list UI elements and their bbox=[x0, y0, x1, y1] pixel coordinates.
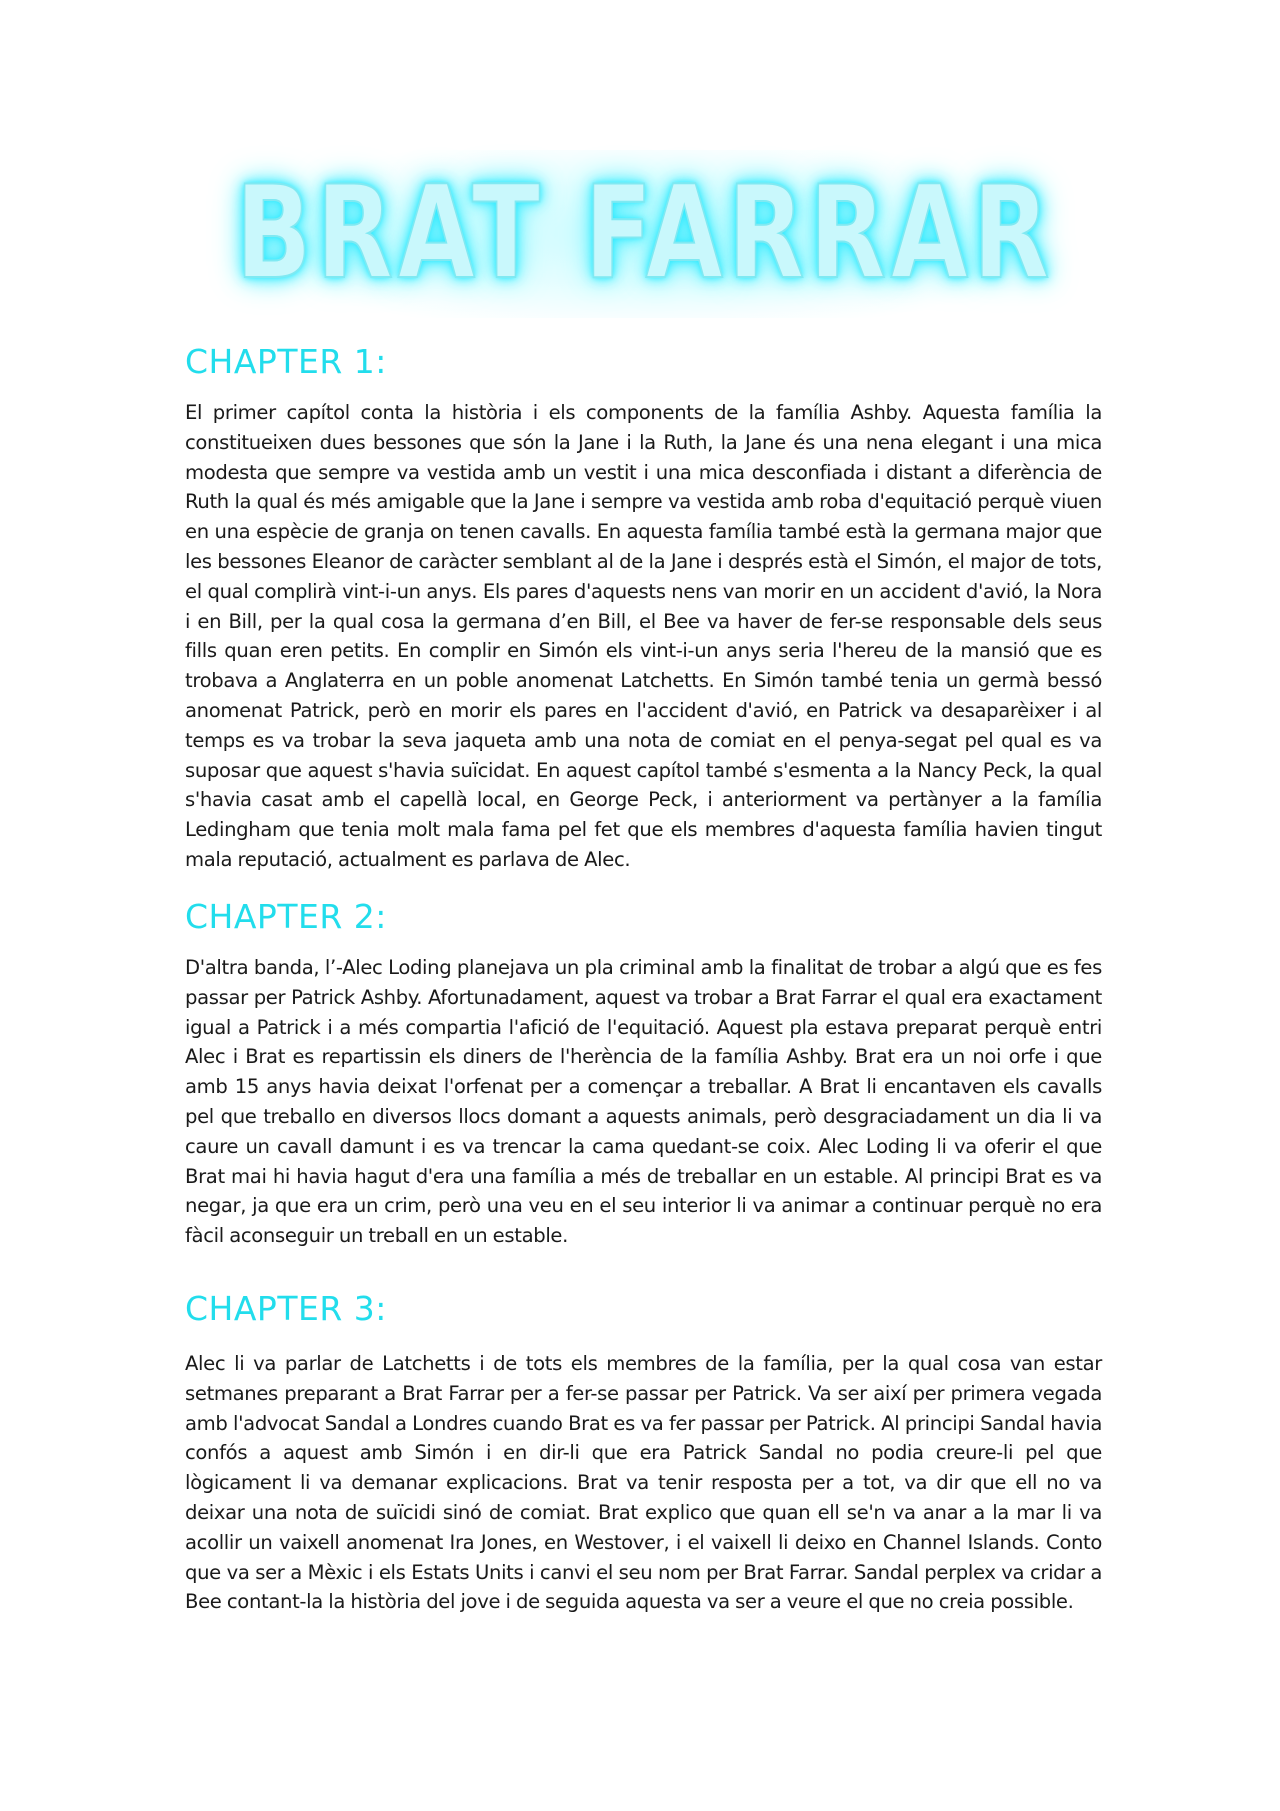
chapter-1-body: El primer capítol conta la història i els components de la família Ashby. Aquesta família la constitueixen dues bessones que són la Jane i la Ruth, la Jane és una nena elegant i una mica modesta que sempre va vestida amb un vestit i una mica desconfiada i distant a diferència de Ruth la qual és més amigable que la Jane i sempre va vestida amb roba d'equitació perquè viuen en una espècie de granja on tenen cavalls. En aquesta família també està la germana major que les bessones Eleanor de caràcter semblant al de la Jane i després està el Simón, el major de tots, el qual complirà vint-i-un anys. Els pares d'aquests nens van morir en un accident d'avió, la Nora i en Bill, per la qual cosa la germana d’en Bill, el Bee va haver de fer-se responsable dels seus fills quan eren petits. En complir en Simón els vint-i-un anys seria l'hereu de la mansió que es trobava a Anglaterra en un poble anomenat Latchetts. En Simón també tenia un germà bessó anomenat Patrick, però en morir els pares en l'accident d'avió, en Patrick va desaparèixer i al temps es va trobar la seva jaqueta amb una nota de comiat en el penya-segat pel qual es va suposar que aquest s'havia suïcidat. En aquest capítol també s'esmenta a la Nancy Peck, la qual s'havia casat amb el capellà local, en George Peck, i anteriorment va pertànyer a la família Ledingham que tenia molt mala fama pel fet que els membres d'aquesta família havien tingut mala reputació, actualment es parlava de Alec. bbox=[185, 401, 1102, 871]
chapter-1-heading: CHAPTER 1: bbox=[185, 342, 387, 381]
chapter-2-heading: CHAPTER 2: bbox=[185, 897, 387, 936]
chapter-2-body: D'altra banda, l’-Alec Loding planejava un pla criminal amb la finalitat de trobar a algú que es fes passar per Patrick Ashby. Afortunadament, aquest va trobar a Brat Farrar el qual era exactament igual a Patrick i a més compartia l'afició de l'equitació. Aquest pla estava preparat perquè entri Alec i Brat es repartissin els diners de l'herència de la família Ashby. Brat era un noi orfe i que amb 15 anys havia deixat l'orfenat per a començar a treballar. A Brat li encantaven els cavalls pel que treballo en diversos llocs domant a aquests animals, però desgraciadament un dia li va caure un cavall damunt i es va trencar la cama quedant-se coix. Alec Loding li va oferir el que Brat mai hi havia hagut d'era una família a més de treballar en un estable. Al principi Brat es va negar, ja que era un crim, però una veu en el seu interior li va animar a continuar perquè no era fàcil aconseguir un treball en un estable. bbox=[185, 956, 1102, 1248]
document-title: BRAT FARRAR bbox=[235, 159, 1055, 308]
chapter-3-heading: CHAPTER 3: bbox=[185, 1289, 387, 1328]
chapter-3-body: Alec li va parlar de Latchetts i de tots els membres de la família, per la qual cosa van estar setmanes preparant a Brat Farrar per a fer-se passar per Patrick. Va ser així per primera vegada amb l'advocat Sandal a Londres cuando Brat es va fer passar per Patrick. Al principi Sandal havia confós a aquest amb Simón i en dir-li que era Patrick Sandal no podia creure-li pel que lògicament li va demanar explicacions. Brat va tenir resposta per a tot, va dir que ell no va deixar una nota de suïcidi sinó de comiat. Brat explico que quan ell se'n va anar a la mar li va acollir un vaixell anomenat Ira Jones, en Westover, i el vaixell li deixo en Channel Islands. Conto que va ser a Mèxic i els Estats Units i canvi el seu nom per Brat Farrar. Sandal perplex va cridar a Bee contant-la la història del jove i de seguida aquesta va ser a veure el que no creia possible. bbox=[185, 1352, 1102, 1614]
title-banner bbox=[235, 150, 1055, 318]
